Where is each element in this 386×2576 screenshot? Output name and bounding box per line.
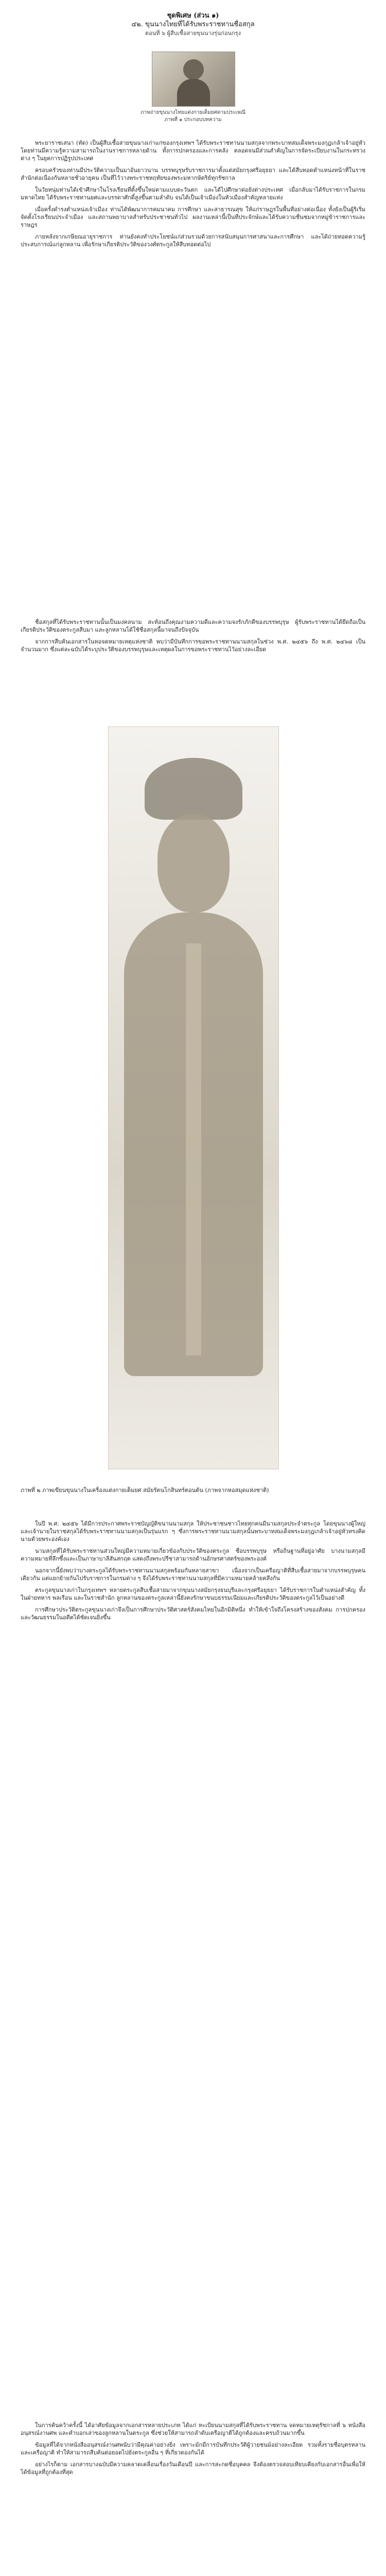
paragraph: ชื่อสกุลที่ได้รับพระราชทานนั้นเป็นมงคลนาม สะท้อนถึงคุณงามความดีและความจงรักภักดีของบรรพบุรุษ ผู้รับพระราชทานได้ยึดถือเป็นเกียรติประวัติของตระกูลสืบมา และลูกหลานได้ใช้ชื่อสกุลนี้มาจนถึงปัจจุบัน bbox=[21, 619, 365, 633]
photo-caption-line1: ภาพถ่ายขุนนางไทยแต่งกายเต็มยศตามประเพณี bbox=[141, 110, 245, 115]
paragraph: ครอบครัวของท่านมีประวัติความเป็นมาอันยาวนาน บรรพบุรุษรับราชการมาตั้งแต่สมัยกรุงศรีอยุธยา และได้สืบทอดตำแหน่งหน้าที่ในราชสำนักต่อเนื่องกันหลายชั่วอายุคน เป็นที่ไว้วางพระราชหฤทัยของพระมหากษัตริย์ทุกรัชกาล bbox=[21, 167, 365, 181]
section-4 bbox=[21, 2421, 365, 2480]
portrait-hat bbox=[145, 758, 242, 820]
portrait-image bbox=[108, 726, 279, 1469]
paragraph: ตระกูลขุนนางเก่าในกรุงเทพฯ หลายตระกูลสืบเชื้อสายมาจากขุนนางสมัยกรุงธนบุรีและกรุงศรีอยุธยา ได้รับราชการในตำแหน่งสำคัญ ทั้งในฝ่ายทหาร พลเรือน และในราชสำนัก ลูกหลานของตระกูลเหล่านี้ยังคงรักษาขนบธรรมเนียมและเกียรติประวัติของตระกูลไว้เป็นอย่างดี bbox=[21, 1587, 365, 1601]
paragraph: ในปี พ.ศ. ๒๔๕๖ ได้มีการประกาศพระราชบัญญัติขนานนามสกุล ให้ประชาชนชาวไทยทุกคนมีนามสกุลประจำตระกูล โดยขุนนางผู้ใหญ่และเจ้านายในราชสกุลได้รับพระราชทานนามสกุลเป็นรุ่นแรก ๆ ซึ่งการพระราชทานนามสกุลนั้นพระบาทสมเด็จพระมงกุฎเกล้าเจ้าอยู่หัวทรงคิดนามด้วยพระองค์เอง bbox=[21, 1520, 365, 1543]
portrait-caption: ภาพที่ ๒ ภาพเขียนขุนนางในเครื่องแต่งกายเต็มยศ สมัยรัตนโกสินทร์ตอนต้น (ภาพจากหอสมุดแห่งชาติ) bbox=[21, 1487, 269, 1494]
paragraph: จากการสืบค้นเอกสารในหอจดหมายเหตุแห่งชาติ พบว่ามีบันทึกการขอพระราชทานนามสกุลในช่วง พ.ศ. ๒๔๕๖ ถึง พ.ศ. ๒๔๖๘ เป็นจำนวนมาก ซึ่งแต่ละฉบับได้ระบุประวัติของบรรพบุรุษและเหตุผลในการขอพระราชทานไว้อย่างละเอียด bbox=[21, 638, 365, 653]
header-photo bbox=[152, 52, 235, 107]
photo-caption-line2: ภาพที่ ๑ ประกอบบทความ bbox=[164, 117, 222, 123]
section-1 bbox=[21, 139, 365, 252]
paragraph: ข้อมูลที่ได้จากหนังสืออนุสรณ์งานศพนับว่ามีคุณค่าอย่างยิ่ง เพราะมักมีการบันทึกประวัติผู้วายชนม์อย่างละเอียด รวมทั้งรายชื่อบุตรหลานและเครือญาติ ทำให้สามารถสืบค้นต่อยอดไปยังตระกูลอื่น ๆ ที่เกี่ยวดองกันได้ bbox=[21, 2442, 365, 2456]
paragraph: นามสกุลที่ได้รับพระราชทานส่วนใหญ่มีความหมายเกี่ยวข้องกับประวัติของตระกูล ชื่อบรรพบุรุษ หรือถิ่นฐานที่อยู่อาศัย บางนามสกุลมีความหมายที่ลึกซึ้งและเป็นภาษาบาลีสันสกฤต แสดงถึงพระปรีชาสามารถด้านอักษรศาสตร์ของพระองค์ bbox=[21, 1548, 365, 1562]
series-title: ชุดพิเศษ (ส่วน ๑) bbox=[167, 12, 219, 20]
paragraph: พระยาราชเสนา (ทัด) เป็นผู้สืบเชื้อสายขุนนางเก่าแก่ของกรุงเทพฯ ได้รับพระราชทานนามสกุลจากพระบาทสมเด็จพระมงกุฎเกล้าเจ้าอยู่หัว โดยท่านมีความรู้ความสามารถในงานราชการหลายด้าน ทั้งการปกครองและการคลัง ตลอดจนมีส่วนสำคัญในการจัดระเบียบงานในกระทรวงต่าง ๆ ในยุคการปฏิรูปประเทศ bbox=[21, 140, 365, 162]
article-subtitle: ตอนที่ ๖ ผู้สืบเชื้อสายขุนนางรุ่นก่อนกรุง bbox=[145, 30, 241, 37]
photo-figure-head bbox=[183, 59, 204, 80]
paragraph: อย่างไรก็ตาม เอกสารบางฉบับมีความคลาดเคลื่อนเรื่องวันเดือนปี และการสะกดชื่อบุคคล จึงต้องตรวจสอบเทียบเคียงกับเอกสารอื่นเพื่อให้ได้ข้อมูลที่ถูกต้องที่สุด bbox=[21, 2461, 365, 2476]
paragraph: การศึกษาประวัติตระกูลขุนนางเก่าจึงเป็นการศึกษาประวัติศาสตร์สังคมไทยในอีกมิติหนึ่ง ทำให้เข้าใจถึงโครงสร้างของสังคม การปกครอง และวัฒนธรรมในอดีตได้ชัดเจนยิ่งขึ้น bbox=[21, 1606, 365, 1621]
paragraph: ภายหลังจากเกษียณอายุราชการ ท่านยังคงทำประโยชน์แก่ส่วนรวมด้วยการสนับสนุนการศาสนาและการศึกษา และได้ถ่ายทอดความรู้ประสบการณ์แก่ลูกหลาน เพื่อรักษาเกียรติประวัติของวงศ์ตระกูลให้สืบทอดต่อไป bbox=[21, 233, 365, 248]
photo-figure-body bbox=[177, 79, 210, 106]
paragraph: ในวัยหนุ่มท่านได้เข้าศึกษาในโรงเรียนที่ตั้งขึ้นใหม่ตามแบบตะวันตก และได้ไปศึกษาต่อยังต่างประเทศ เมื่อกลับมาได้รับราชการในกรมมหาดไทย ได้รับพระราชทานยศและบรรดาศักดิ์สูงขึ้นตามลำดับ จนได้เป็นเจ้าเมืองในหัวเมืองสำคัญหลายแห่ง bbox=[21, 187, 365, 201]
article-header bbox=[0, 11, 386, 38]
section-2 bbox=[21, 618, 365, 657]
photo-caption bbox=[0, 109, 386, 124]
paragraph: นอกจากนี้ยังพบว่าบางตระกูลได้รับพระราชทานนามสกุลพร้อมกันหลายสาขา เนื่องจากเป็นเครือญาติที่สืบเชื้อสายมาจากบรรพบุรุษคนเดียวกัน แต่แยกย้ายกันไปรับราชการในกรมต่าง ๆ จึงได้รับพระราชทานนามสกุลที่มีความหมายคล้ายคลึงกัน bbox=[21, 1567, 365, 1582]
paragraph: เมื่อครั้งดำรงตำแหน่งเจ้าเมือง ท่านได้พัฒนาการคมนาคม การศึกษา และสาธารณสุข ให้แก่ราษฎรในพื้นที่อย่างต่อเนื่อง ทั้งยังเป็นผู้ริเริ่มจัดตั้งโรงเรียนประจำเมือง และสถานพยาบาลสำหรับประชาชนทั่วไป ผลงานเหล่านี้เป็นที่ประจักษ์และได้รับความชื่นชมจากหมู่ข้าราชการและราษฎร bbox=[21, 206, 365, 228]
portrait-sash bbox=[186, 943, 201, 1355]
article-title: ๔๒. ขุนนางไทยที่ได้รับพระราชทานชื่อสกุล bbox=[131, 21, 255, 28]
section-3 bbox=[21, 1520, 365, 1625]
portrait-head bbox=[157, 815, 230, 912]
paragraph: ในการค้นคว้าครั้งนี้ ได้อาศัยข้อมูลจากเอกสารหลายประเภท ได้แก่ ทะเบียนนามสกุลที่ได้รับพระราชทาน จดหมายเหตุรัชกาลที่ ๖ หนังสืออนุสรณ์งานศพ และคำบอกเล่าของลูกหลานในตระกูล ซึ่งช่วยให้สามารถลำดับเครือญาติได้ถูกต้องและครบถ้วนมากขึ้น bbox=[21, 2422, 365, 2436]
